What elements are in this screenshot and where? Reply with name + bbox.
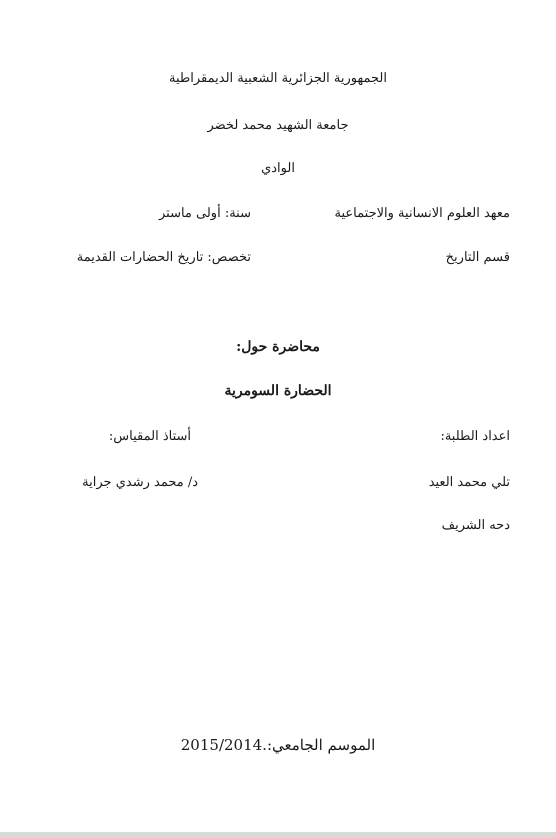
student-name-2: دحه الشريف xyxy=(441,518,510,533)
specialty: تخصص: تاريخ الحضارات القديمة xyxy=(76,250,251,265)
institute-name: معهد العلوم الانسانية والاجتماعية xyxy=(334,206,510,221)
academic-season xyxy=(0,736,556,754)
university-name: جامعة الشهيد محمد لخضر xyxy=(207,118,349,133)
city-name: الوادي xyxy=(261,161,295,176)
season-label: الموسم الجامعي: xyxy=(266,736,376,754)
page-bottom-edge xyxy=(0,832,556,838)
republic-heading: الجمهورية الجزائرية الشعبية الديمقراطية xyxy=(169,71,387,86)
professor-label: أستاذ المقياس: xyxy=(108,429,191,444)
professor-name: د/ محمد رشدي جراية xyxy=(82,475,198,490)
season-value: 2015/2014. xyxy=(180,736,267,754)
lecture-heading: محاضرة حول: xyxy=(236,339,320,355)
academic-year: سنة: أولى ماستر xyxy=(158,206,251,221)
lecture-title: الحضارة السومرية xyxy=(224,383,332,399)
department-name: قسم التاريخ xyxy=(445,250,510,265)
students-label: اعداد الطلبة: xyxy=(440,429,510,444)
student-name-1: تلي محمد العيد xyxy=(428,475,510,490)
